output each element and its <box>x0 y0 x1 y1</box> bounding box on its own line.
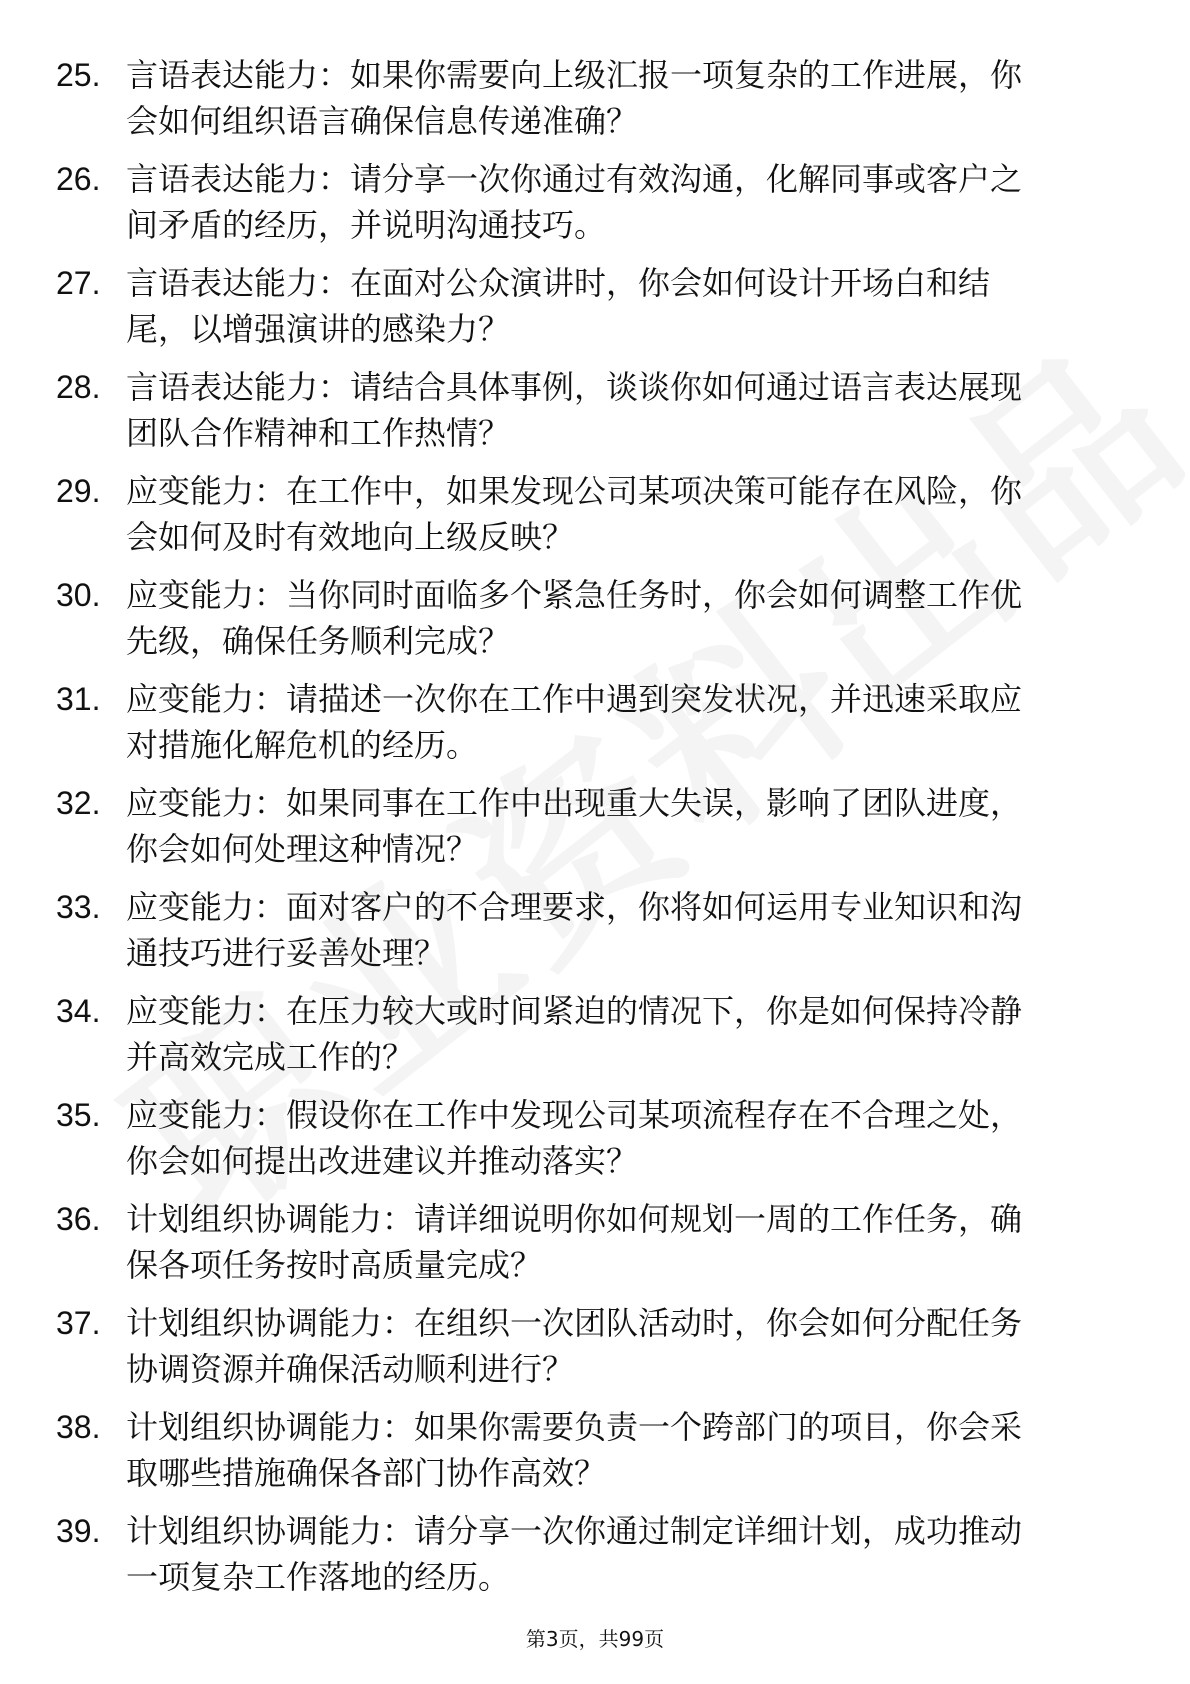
question-item <box>0 154 1190 258</box>
question-line: 尾，以增强演讲的感染力？ <box>126 310 511 348</box>
question-number: 32. <box>56 785 101 821</box>
question-line: 团队合作精神和工作热情？ <box>126 414 511 452</box>
question-item <box>0 466 1190 570</box>
question-text <box>126 1300 1116 1392</box>
question-text <box>126 156 1116 248</box>
question-text <box>126 364 1116 456</box>
question-text <box>126 1404 1116 1496</box>
question-line: 应变能力：当你同时面临多个紧急任务时，你会如何调整工作优 <box>126 576 1023 614</box>
question-item <box>0 1090 1190 1194</box>
question-number: 37. <box>56 1305 101 1341</box>
question-text <box>126 676 1116 768</box>
question-item <box>0 1194 1190 1298</box>
question-item <box>0 674 1190 778</box>
question-line: 你会如何提出改进建议并推动落实？ <box>126 1142 639 1180</box>
question-line: 先级，确保任务顺利完成？ <box>126 622 511 660</box>
question-text <box>126 572 1116 664</box>
question-number: 27. <box>56 265 101 301</box>
question-line: 言语表达能力：在面对公众演讲时，你会如何设计开场白和结 <box>126 264 991 302</box>
question-item <box>0 882 1190 986</box>
question-line: 协调资源并确保活动顺利进行？ <box>126 1350 575 1388</box>
question-line: 应变能力：假设你在工作中发现公司某项流程存在不合理之处， <box>126 1096 1023 1134</box>
question-line: 应变能力：在工作中，如果发现公司某项决策可能存在风险，你 <box>126 472 1023 510</box>
question-item <box>0 570 1190 674</box>
question-number: 33. <box>56 889 101 925</box>
question-number: 35. <box>56 1097 101 1133</box>
question-line: 会如何及时有效地向上级反映？ <box>126 518 575 556</box>
question-line: 并高效完成工作的？ <box>126 1038 415 1076</box>
question-line: 言语表达能力：如果你需要向上级汇报一项复杂的工作进展，你 <box>126 56 1023 94</box>
question-line: 一项复杂工作落地的经历。 <box>126 1558 511 1596</box>
question-line: 计划组织协调能力：如果你需要负责一个跨部门的项目，你会采 <box>126 1408 1023 1446</box>
question-text <box>126 468 1116 560</box>
question-line: 言语表达能力：请分享一次你通过有效沟通，化解同事或客户之 <box>126 160 1023 198</box>
question-line: 计划组织协调能力：请分享一次你通过制定详细计划，成功推动 <box>126 1512 1023 1550</box>
question-line: 间矛盾的经历，并说明沟通技巧。 <box>126 206 607 244</box>
page-number: 第3页，共99页 <box>525 1627 665 1651</box>
question-line: 保各项任务按时高质量完成？ <box>126 1246 543 1284</box>
page-footer <box>0 1626 1190 1652</box>
question-item <box>0 50 1190 154</box>
question-text <box>126 884 1116 976</box>
question-line: 言语表达能力：请结合具体事例，谈谈你如何通过语言表达展现 <box>126 368 1023 406</box>
question-item <box>0 986 1190 1090</box>
question-number: 38. <box>56 1409 101 1445</box>
question-number: 31. <box>56 681 101 717</box>
question-line: 计划组织协调能力：请详细说明你如何规划一周的工作任务，确 <box>126 1200 1023 1238</box>
question-line: 应变能力：在压力较大或时间紧迫的情况下，你是如何保持冷静 <box>126 992 1023 1030</box>
question-text <box>126 1196 1116 1288</box>
question-number: 36. <box>56 1201 101 1237</box>
question-list <box>0 50 1190 1610</box>
question-item <box>0 778 1190 882</box>
question-item <box>0 1506 1190 1610</box>
question-number: 34. <box>56 993 101 1029</box>
question-text <box>126 988 1116 1080</box>
question-text <box>126 1508 1116 1600</box>
question-text <box>126 260 1116 352</box>
question-line: 应变能力：请描述一次你在工作中遇到突发状况，并迅速采取应 <box>126 680 1023 718</box>
question-number: 29. <box>56 473 101 509</box>
question-line: 对措施化解危机的经历。 <box>126 726 479 764</box>
question-number: 26. <box>56 161 101 197</box>
question-item <box>0 362 1190 466</box>
question-line: 会如何组织语言确保信息传递准确？ <box>126 102 639 140</box>
question-line: 应变能力：面对客户的不合理要求，你将如何运用专业知识和沟 <box>126 888 1023 926</box>
question-number: 25. <box>56 57 101 93</box>
question-item <box>0 1298 1190 1402</box>
question-number: 30. <box>56 577 101 613</box>
question-text <box>126 780 1116 872</box>
question-line: 取哪些措施确保各部门协作高效？ <box>126 1454 607 1492</box>
question-number: 39. <box>56 1513 101 1549</box>
question-item <box>0 258 1190 362</box>
question-text <box>126 52 1116 144</box>
question-line: 应变能力：如果同事在工作中出现重大失误，影响了团队进度， <box>126 784 1023 822</box>
question-text <box>126 1092 1116 1184</box>
question-line: 你会如何处理这种情况？ <box>126 830 479 868</box>
question-number: 28. <box>56 369 101 405</box>
question-line: 计划组织协调能力：在组织一次团队活动时，你会如何分配任务 <box>126 1304 1023 1342</box>
question-item <box>0 1402 1190 1506</box>
question-line: 通技巧进行妥善处理？ <box>126 934 447 972</box>
